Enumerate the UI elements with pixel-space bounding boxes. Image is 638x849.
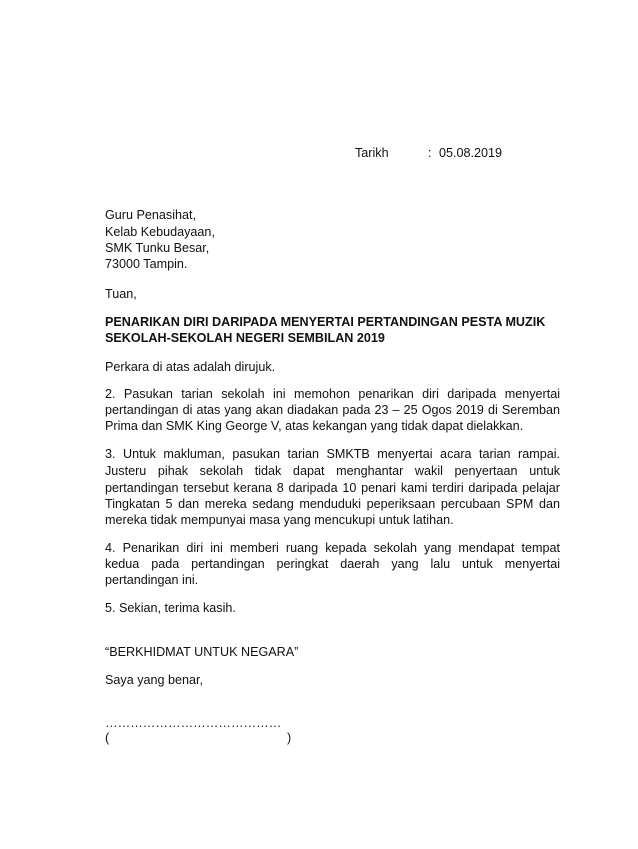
para3-line-2: Justeru pihak sekolah tidak dapat menghantar wakil penyertaan untuk bbox=[105, 464, 560, 478]
recipient-line-2: Kelab Kebudayaan, bbox=[105, 225, 215, 239]
signature-line: …………………………………… bbox=[105, 716, 282, 730]
para2-line-3: Prima dan SMK King George V, atas kekangan yang tidak dapat dielakkan. bbox=[105, 419, 524, 433]
recipient-line-3: SMK Tunku Besar, bbox=[105, 241, 210, 255]
para3-line-5: mereka tidak mempunyai masa yang mencukupi untuk latihan. bbox=[105, 513, 454, 527]
para2-line-2: pertandingan di atas yang akan diadakan pada 23 – 25 Ogos 2019 di Seremban bbox=[105, 403, 560, 417]
para5-text: 5. Sekian, terima kasih. bbox=[105, 601, 236, 615]
para2-line-1: 2. Pasukan tarian sekolah ini memohon penarikan diri daripada menyertai bbox=[105, 387, 560, 401]
para3-line-1: 3. Untuk makluman, pasukan tarian SMKTB menyertai acara tarian rampai. bbox=[105, 447, 560, 461]
signature-close-paren: ) bbox=[287, 731, 292, 745]
recipient-line-1: Guru Penasihat, bbox=[105, 208, 197, 222]
para3-line-3: pertandingan tersebut kerana 8 daripada 10 penari kami terdiri daripada pelajar bbox=[105, 481, 560, 495]
date-value: 05.08.2019 bbox=[439, 146, 503, 160]
para4-line-3: pertandingan ini. bbox=[105, 573, 199, 587]
para3-line-4: Tingkatan 5 dan mereka sedang menduduki peperiksaan percubaan SPM dan bbox=[105, 497, 560, 511]
closing-text: Saya yang benar, bbox=[105, 673, 204, 687]
subject-line-2: SEKOLAH-SEKOLAH NEGERI SEMBILAN 2019 bbox=[105, 331, 385, 345]
reference-text: Perkara di atas adalah dirujuk. bbox=[105, 360, 276, 374]
para4-line-2: kedua pada pertandingan peringkat daerah yang lalu untuk menyertai bbox=[105, 557, 560, 571]
date-label: Tarikh bbox=[355, 146, 389, 160]
motto: “BERKHIDMAT UNTUK NEGARA” bbox=[105, 645, 299, 659]
recipient-line-4: 73000 Tampin. bbox=[105, 257, 188, 271]
para4-line-1: 4. Penarikan diri ini memberi ruang kepada sekolah yang mendapat tempat bbox=[105, 541, 560, 555]
date-separator: : bbox=[428, 146, 432, 160]
subject-line-1: PENARIKAN DIRI DARIPADA MENYERTAI PERTANDINGAN PESTA MUZIK bbox=[105, 315, 546, 329]
salutation: Tuan, bbox=[105, 287, 137, 301]
signature-open-paren: ( bbox=[105, 731, 110, 745]
